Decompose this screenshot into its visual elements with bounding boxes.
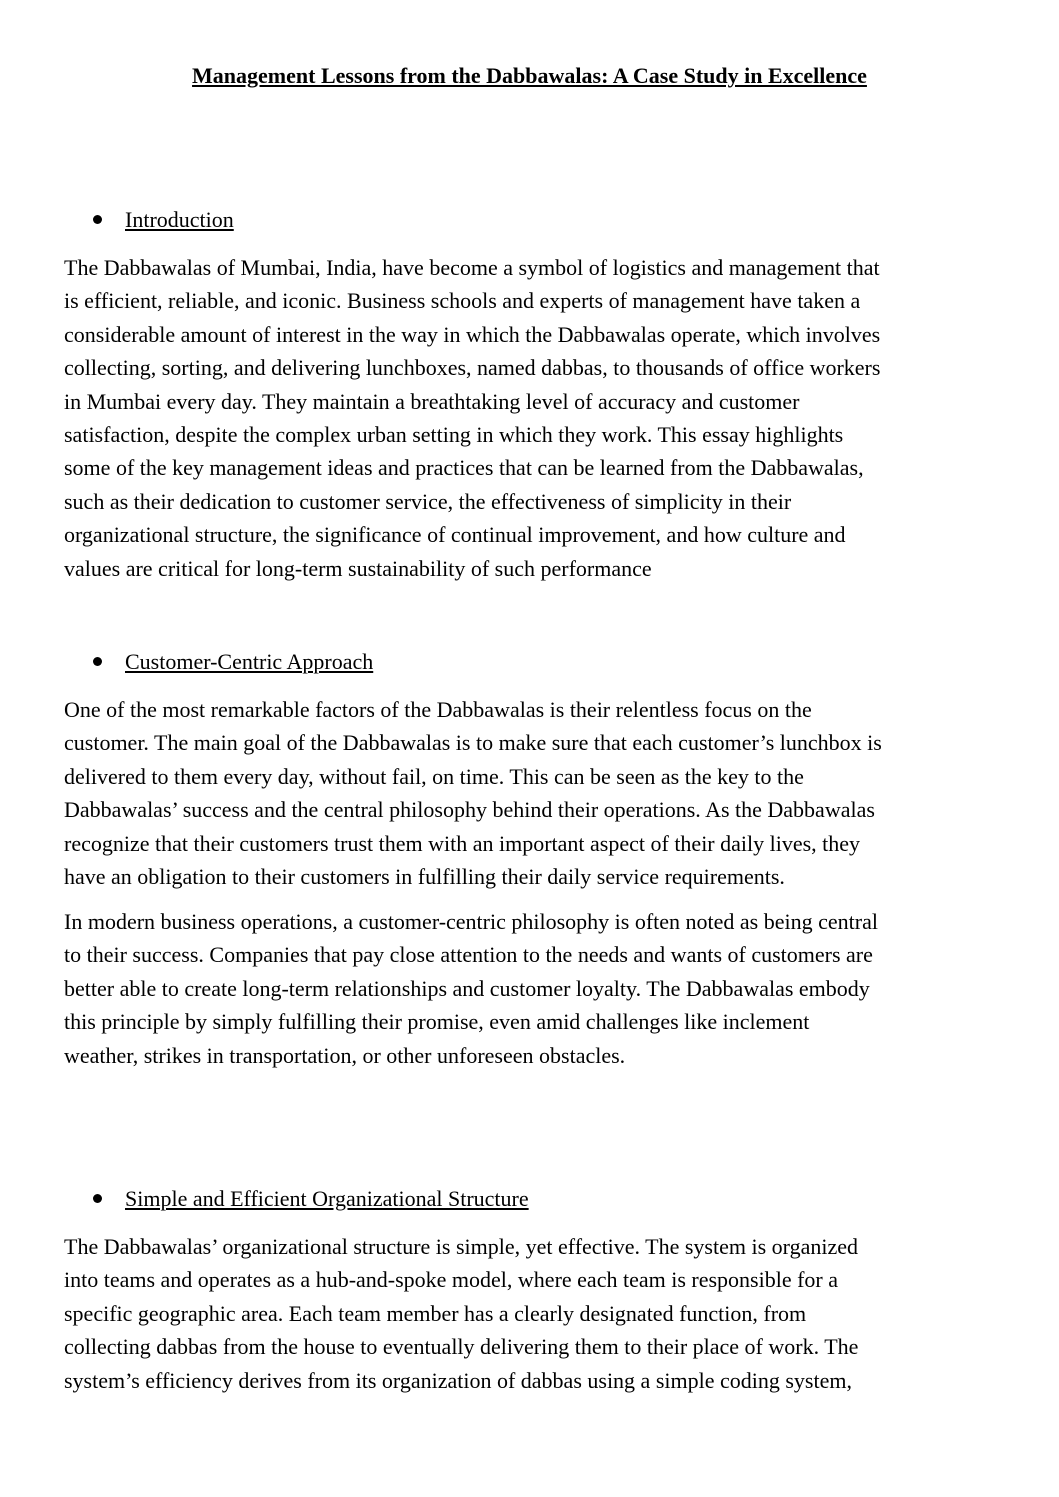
text-line: customer. The main goal of the Dabbawalas is to make sure that each customer’s lunchbox is [64, 730, 882, 756]
paragraph-introduction [64, 251, 994, 585]
text-line: In modern business operations, a customer-centric philosophy is often noted as being central [64, 909, 878, 934]
section-heading-customer-centric [93, 648, 373, 676]
text-line: values are critical for long-term sustainability of such performance [64, 555, 652, 581]
text-line: into teams and operates as a hub-and-spoke model, where each team is responsible for a [64, 1267, 839, 1293]
section-heading-text: Customer-Centric Approach [125, 649, 374, 674]
text-line: delivered to them every day, without fail, on time. This can be seen as the key to the [64, 763, 804, 789]
text-line: One of the most remarkable factors of the Dabbawalas is their relentless focus on the [64, 697, 812, 722]
text-line: better able to create long-term relationships and customer loyalty. The Dabbawalas embody [64, 975, 870, 1001]
section-heading-introduction [93, 206, 234, 234]
paragraph-customer-centric-1 [64, 693, 994, 893]
text-line: collecting dabbas from the house to eventually delivering them to their place of work. The [64, 1334, 859, 1360]
text-line: Dabbawalas’ success and the central philosophy behind their operations. As the Dabbawalas [64, 797, 875, 823]
paragraph-organizational-structure [64, 1230, 994, 1397]
section-heading-text: Simple and Efficient Organizational Structure [125, 1186, 529, 1211]
text-line: system’s efficiency derives from its organization of dabbas using a simple coding system, [64, 1367, 852, 1393]
text-line: The Dabbawalas of Mumbai, India, have become a symbol of logistics and management that [64, 255, 880, 280]
text-line: recognize that their customers trust them with an important aspect of their daily lives, they [64, 830, 861, 856]
text-line: specific geographic area. Each team member has a clearly designated function, from [64, 1300, 807, 1326]
bullet-icon [93, 657, 102, 666]
paragraph-customer-centric-2 [64, 905, 994, 1072]
section-heading-text: Introduction [125, 207, 234, 232]
section-heading-organizational-structure [93, 1185, 529, 1213]
text-line: collecting, sorting, and delivering lunchboxes, named dabbas, to thousands of office workers [64, 355, 881, 381]
text-line: organizational structure, the significance of continual improvement, and how culture and [64, 522, 846, 548]
text-line: is efficient, reliable, and iconic. Business schools and experts of management have taken a [64, 288, 861, 314]
text-line: considerable amount of interest in the way in which the Dabbawalas operate, which involves [64, 321, 881, 347]
text-line: some of the key management ideas and practices that can be learned from the Dabbawalas, [64, 455, 864, 481]
bullet-icon [93, 1194, 102, 1203]
text-line: satisfaction, despite the complex urban setting in which they work. This essay highlights [64, 422, 844, 448]
text-line: have an obligation to their customers in fulfilling their daily service requirements. [64, 864, 785, 890]
text-line: such as their dedication to customer service, the effectiveness of simplicity in their [64, 488, 792, 514]
text-line: weather, strikes in transportation, or other unforeseen obstacles. [64, 1042, 626, 1068]
text-line: The Dabbawalas’ organizational structure is simple, yet effective. The system is organized [64, 1234, 858, 1259]
text-line: in Mumbai every day. They maintain a breathtaking level of accuracy and customer [64, 388, 800, 414]
document-title: Management Lessons from the Dabbawalas: A Case Study in Excellence [192, 63, 867, 88]
bullet-icon [93, 215, 102, 224]
text-line: this principle by simply fulfilling their promise, even amid challenges like inclement [64, 1009, 810, 1035]
text-line: to their success. Companies that pay close attention to the needs and wants of customers are [64, 942, 873, 968]
